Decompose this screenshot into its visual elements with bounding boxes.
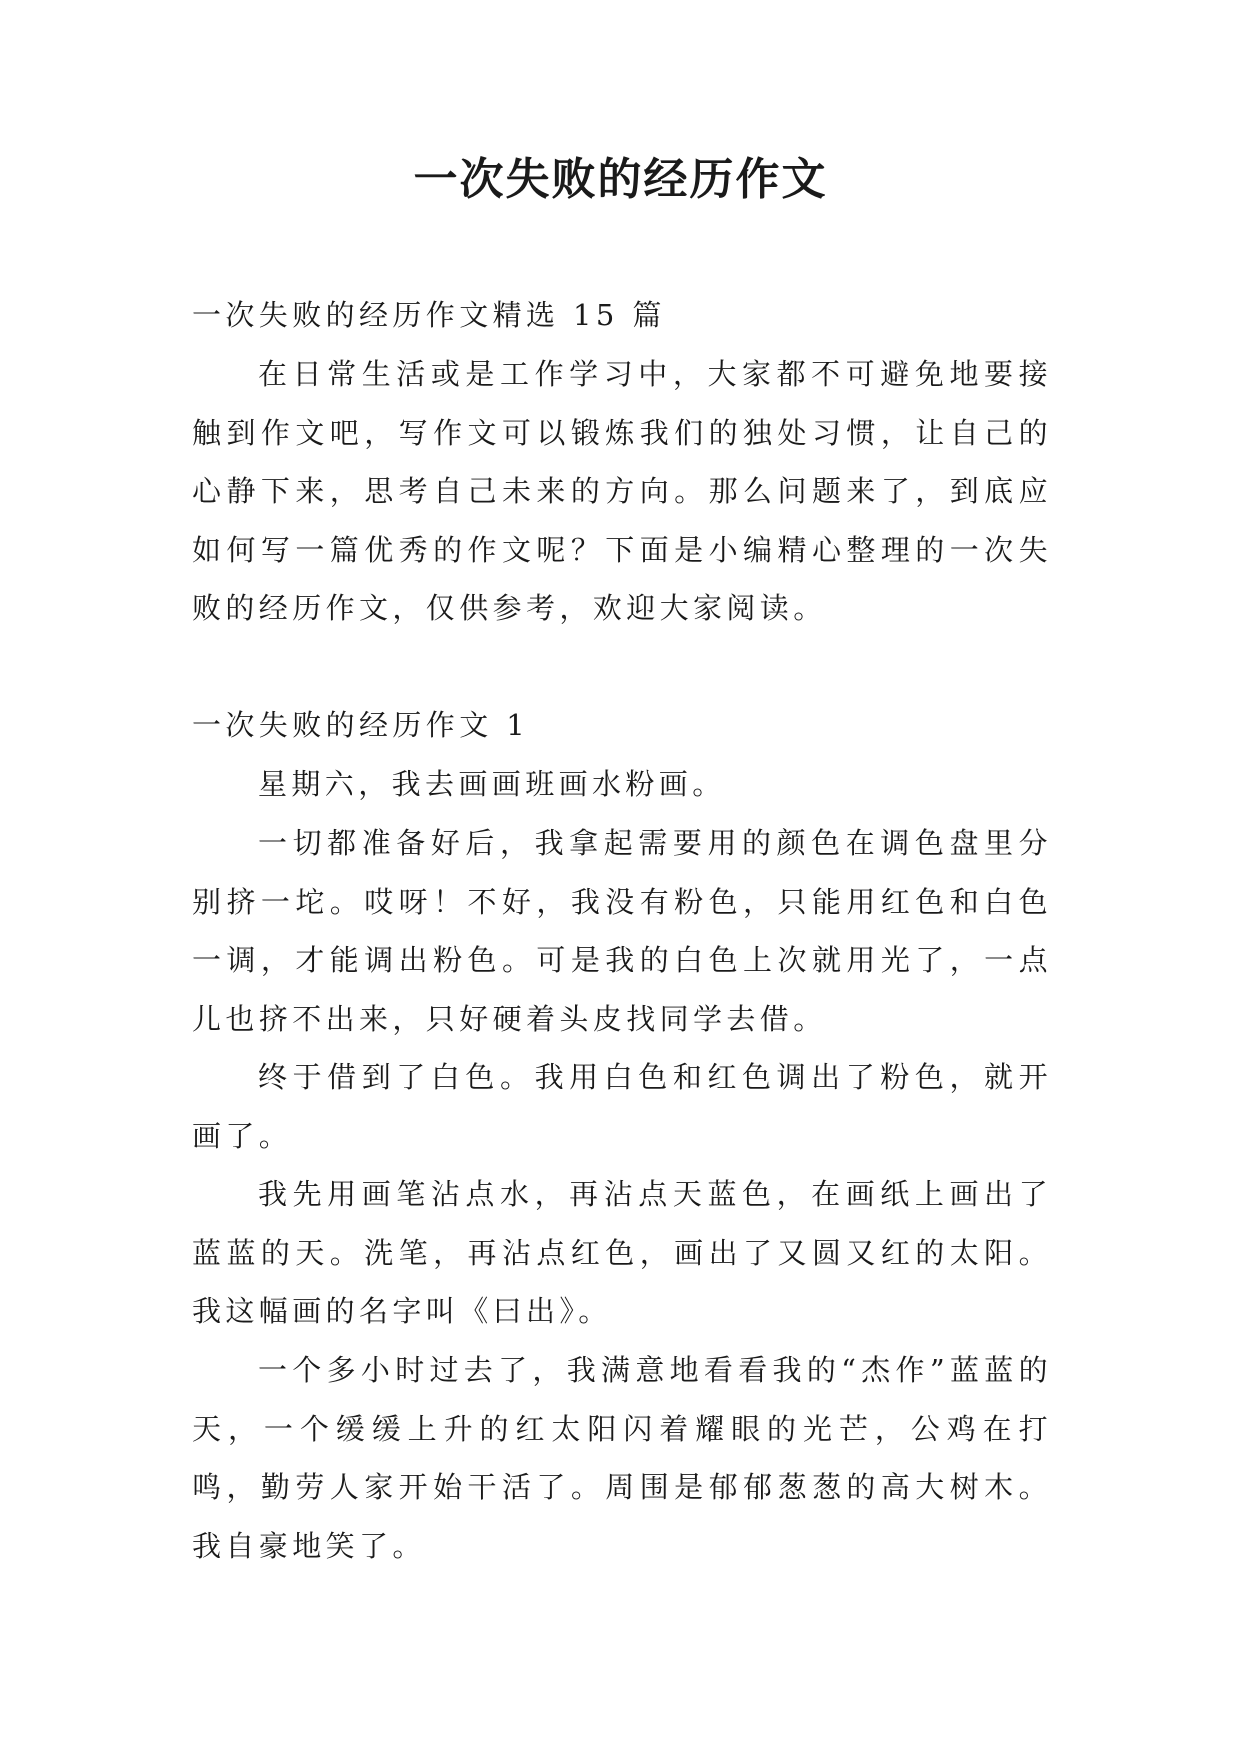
paragraph: 星期六，我去画画班画水粉画。	[258, 767, 726, 801]
intro-paragraph: 在日常生活或是工作学习中，大家都不可避免地要接触到作文吧，写作文可以锻炼我们的独处习惯，让自己的心静下来，思考自己未来的方向。那么问题来了，到底应如何写一篇优秀的作文呢？下面是小编精心整理的一次失败的经历作文，仅供参考，欢迎大家阅读。	[192, 357, 1052, 625]
collection-subtitle: 一次失败的经历作文精选 15 篇	[192, 298, 666, 332]
paragraph: 我先用画笔沾点水，再沾点天蓝色，在画纸上画出了蓝蓝的天。洗笔，再沾点红色，画出了又圆又红的太阳。我这幅画的名字叫《曰出》。	[192, 1177, 1052, 1328]
paragraph: 终于借到了白色。我用白色和红色调出了粉色，就开画了。	[192, 1060, 1052, 1153]
paragraph: 一个多小时过去了，我满意地看看我的“杰作”蓝蓝的天，一个缓缓上升的红太阳闪着耀眼的光芒，公鸡在打鸣，勤劳人家开始干活了。周围是郁郁葱葱的高大树木。我自豪地笑了。	[192, 1353, 1052, 1563]
paragraph: 一切都准备好后，我拿起需要用的颜色在调色盘里分别挤一坨。哎呀！不好，我没有粉色，只能用红色和白色一调，才能调出粉色。可是我的白色上次就用光了，一点儿也挤不出来，只好硬着头皮找同学去借。	[192, 826, 1052, 1036]
section-heading: 一次失败的经历作文 1	[192, 708, 530, 742]
document-title: 一次失败的经历作文	[413, 154, 828, 205]
